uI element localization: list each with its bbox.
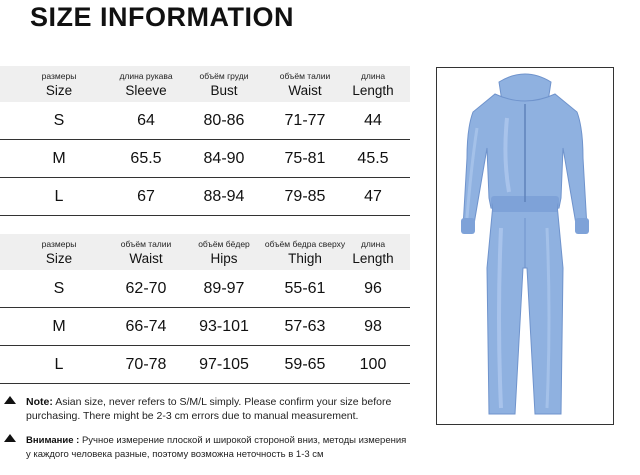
header-en: Size <box>45 250 73 266</box>
note-label: Внимание : <box>26 435 80 446</box>
cell-waist: 62-70 <box>125 279 167 297</box>
cell-hips: 93-101 <box>199 317 249 335</box>
tracksuit-illustration <box>437 68 613 424</box>
cell-size: S <box>53 279 65 297</box>
header-length <box>336 234 410 270</box>
cell-bust: 80-86 <box>203 111 245 129</box>
page-title: SIZE INFORMATION <box>30 2 294 32</box>
cell-hips: 97-105 <box>199 355 249 373</box>
header-en: Length <box>352 82 394 98</box>
cell-waist: 75-81 <box>284 149 326 167</box>
cell-length: 45.5 <box>357 149 389 167</box>
header-size <box>0 66 118 102</box>
header-en: Length <box>352 250 394 266</box>
cell-sleeve: 65.5 <box>130 149 162 167</box>
cell-thigh: 57-63 <box>284 317 326 335</box>
header-length <box>336 66 410 102</box>
table-header <box>0 234 410 270</box>
table-row <box>0 346 410 384</box>
header-ru: объём бёдер <box>198 238 250 249</box>
table-row <box>0 178 410 216</box>
header-en: Waist <box>129 250 163 266</box>
cell-size: S <box>53 111 65 129</box>
cell-bust: 88-94 <box>203 187 245 205</box>
note-line: Ручное измерение плоской и широкой стороной вниз, методы измерения <box>81 435 407 446</box>
cell-size: M <box>52 149 66 167</box>
header-hips <box>174 234 274 270</box>
table-row <box>0 140 410 178</box>
header-ru: объём талии <box>120 238 172 249</box>
header-ru: размеры <box>41 70 77 81</box>
header-thigh <box>264 234 346 270</box>
header-ru: длина <box>360 70 386 81</box>
top-size-table <box>0 66 410 216</box>
product-photo <box>436 67 614 425</box>
header-en: Hips <box>210 250 238 266</box>
header-sleeve <box>118 66 174 102</box>
cell-length: 98 <box>364 317 382 335</box>
cell-hips: 89-97 <box>203 279 245 297</box>
header-bust <box>174 66 274 102</box>
cell-waist: 66-74 <box>125 317 167 335</box>
header-ru: объём талии <box>279 70 331 81</box>
header-ru: объём груди <box>199 70 249 81</box>
header-ru: длина рукава <box>119 70 173 81</box>
note-english <box>4 395 391 423</box>
cell-sleeve: 64 <box>137 111 155 129</box>
table-row <box>0 102 410 140</box>
cell-length: 47 <box>364 187 382 205</box>
cell-sleeve: 67 <box>137 187 155 205</box>
header-waist <box>118 234 174 270</box>
table-header <box>0 66 410 102</box>
cell-waist: 70-78 <box>125 355 167 373</box>
header-waist <box>274 66 336 102</box>
cell-size: L <box>54 355 64 373</box>
pants-size-table <box>0 234 410 384</box>
table-row <box>0 308 410 346</box>
cell-size: L <box>54 187 64 205</box>
cell-thigh: 59-65 <box>284 355 326 373</box>
note-label: Note: <box>26 396 53 408</box>
cell-waist: 79-85 <box>284 187 326 205</box>
note-line: у каждого человека разные, поэтому возможна неточность в 1-3 см <box>26 449 324 460</box>
cell-length: 96 <box>364 279 382 297</box>
cell-bust: 84-90 <box>203 149 245 167</box>
header-ru: объём бедра сверху <box>264 238 346 249</box>
header-size <box>0 234 118 270</box>
cell-length: 44 <box>364 111 382 129</box>
cell-size: M <box>52 317 66 335</box>
header-en: Sleeve <box>125 82 167 98</box>
note-russian <box>4 434 406 462</box>
warning-triangle-icon <box>4 396 16 404</box>
note-line: Asian size, never refers to S/M/L simply. Please confirm your size before <box>55 396 392 408</box>
header-en: Thigh <box>288 250 322 266</box>
cell-length: 100 <box>359 355 387 373</box>
header-en: Bust <box>210 82 238 98</box>
warning-triangle-icon <box>4 434 16 442</box>
cell-thigh: 55-61 <box>284 279 326 297</box>
header-en: Size <box>45 82 73 98</box>
table-row <box>0 270 410 308</box>
cell-waist: 71-77 <box>284 111 326 129</box>
header-ru: размеры <box>41 238 77 249</box>
header-en: Waist <box>288 82 322 98</box>
note-line: purchasing. There might be 2-3 cm errors due to manual measurement. <box>26 410 359 422</box>
header-ru: длина <box>360 238 386 249</box>
